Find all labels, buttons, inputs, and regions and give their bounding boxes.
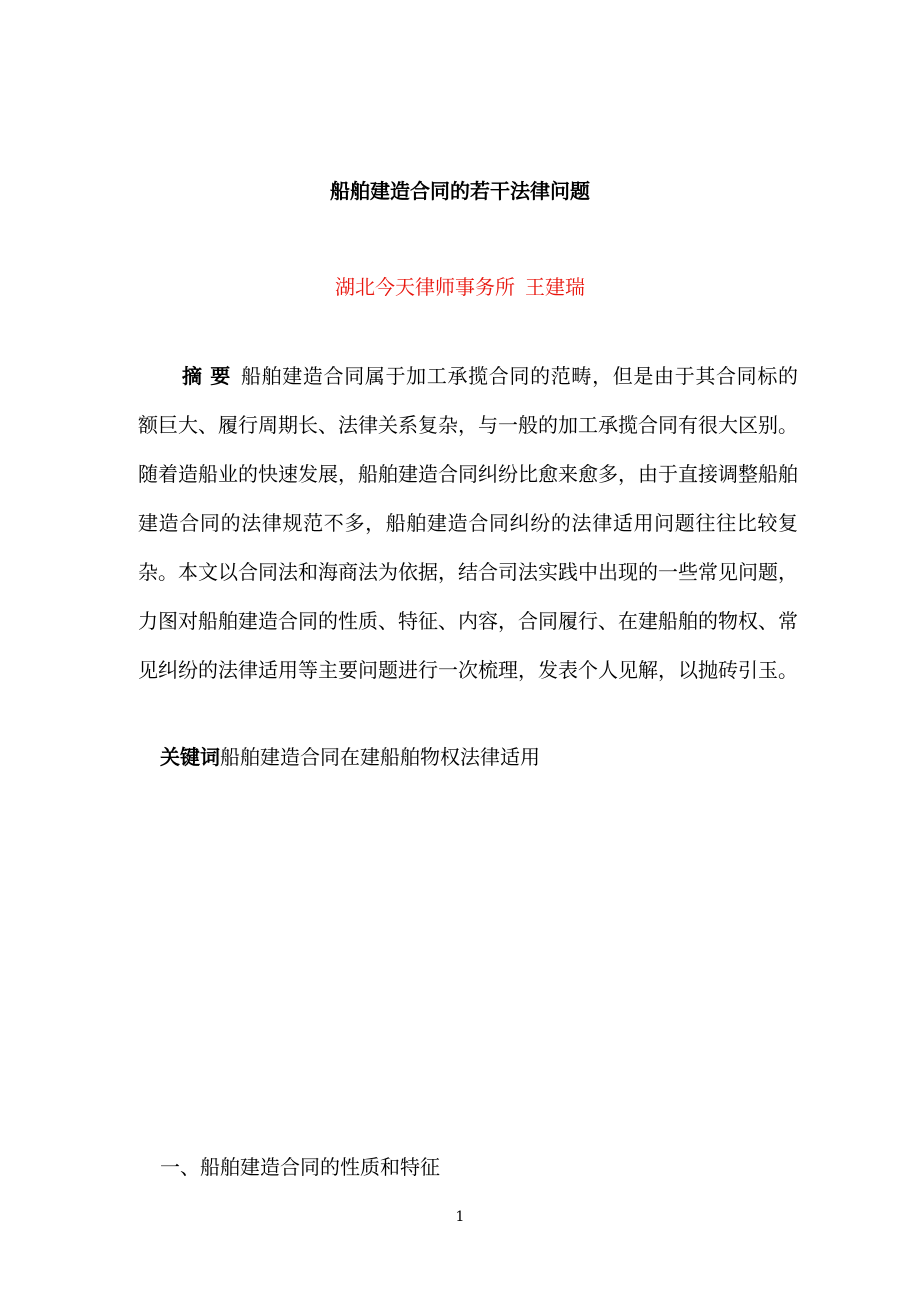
author-line bbox=[0, 272, 920, 302]
keywords-line bbox=[160, 737, 800, 777]
keywords-label: 关键词 bbox=[160, 745, 220, 769]
abstract-text: 船舶建造合同属于加工承揽合同的范畴，但是由于其合同标的额巨大、履行周期长、法律关系复杂，与一般的加工承揽合同有很大区别。随着造船业的快速发展，船舶建造合同纠纷比愈来愈多，由于直接调整船舶建造合同的法律规范不多，船舶建造合同纠纷的法律适用问题往往比较复杂。本文以合同法和海商法为依据，结合司法实践中出现的一些常见问题，力图对船舶建造合同的性质、特征、内容，合同履行、在建船舶的物权、常见纠纷的法律适用等主要问题进行一次梳理，发表个人见解，以抛砖引玉。 bbox=[138, 364, 798, 682]
author-name: 王建瑞 bbox=[525, 275, 585, 299]
page-number: 1 bbox=[455, 1209, 465, 1225]
section-heading: 一、船舶建造合同的性质和特征 bbox=[160, 1155, 440, 1179]
abstract-paragraph bbox=[138, 352, 798, 695]
abstract-label: 摘 要 bbox=[182, 364, 231, 388]
keywords-text: 船舶建造合同在建船舶物权法律适用 bbox=[220, 745, 540, 769]
document-title: 船舶建造合同的若干法律问题 bbox=[330, 179, 590, 203]
author-organization: 湖北今天律师事务所 bbox=[335, 275, 515, 299]
